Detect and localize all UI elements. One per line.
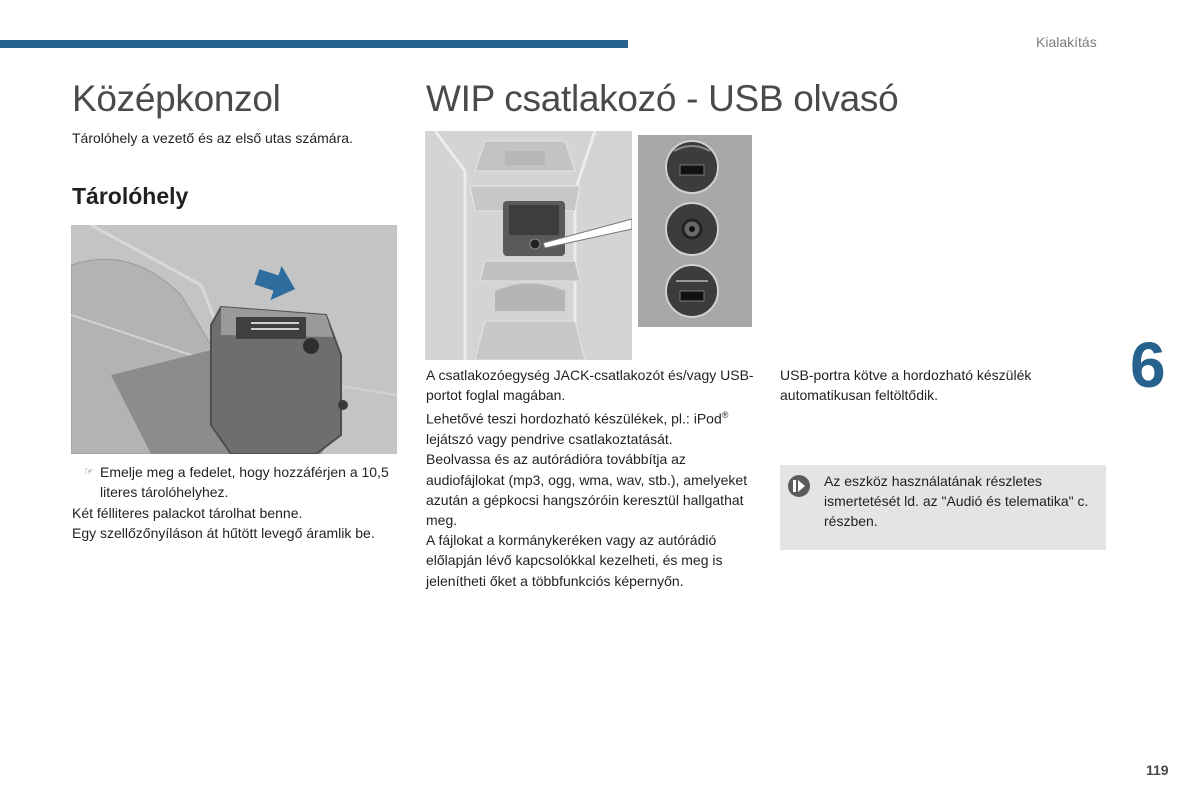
- info-arrow-icon: [788, 475, 810, 497]
- info-box: [780, 465, 1106, 550]
- paragraph-part: Lehetővé teszi hordozható készülékek, pl.: iPod: [426, 411, 722, 428]
- console-illustration: [425, 131, 632, 360]
- body-line: Két félliteres palackot tárolhat benne.: [72, 505, 303, 521]
- ports-illustration: [632, 131, 752, 360]
- storage-illustration: [71, 225, 397, 454]
- top-accent-rule: [0, 40, 628, 48]
- page-title-console: Középkonzol: [72, 78, 281, 119]
- registered-mark: ®: [721, 410, 729, 421]
- storage-body: [72, 503, 412, 543]
- subtitle-storage: Tárolóhely: [72, 183, 189, 209]
- center-console-image: [425, 131, 632, 360]
- storage-compartment-image: [71, 225, 397, 454]
- page-number: 119: [1146, 762, 1169, 778]
- chapter-number: 6: [1130, 329, 1166, 401]
- info-text: Az eszköz használatának részletes ismertetését ld. az "Audió és telematika" c. részben.: [824, 473, 1089, 530]
- paragraph: [426, 405, 756, 449]
- page-title-usb: WIP csatlakozó - USB olvasó: [426, 78, 899, 119]
- usb-charging-text: USB-portra kötve a hordozható készülék automatikusan feltöltődik.: [780, 367, 1032, 404]
- intro-text: Tárolóhely a vezető és az első utas számára.: [72, 130, 353, 146]
- usb-description: [426, 365, 756, 591]
- bullet-text: Emelje meg a fedelet, hogy hozzáférjen a 10,5 literes tárolóhelyhez.: [100, 464, 389, 501]
- paragraph: A fájlokat a kormánykeréken vagy az autórádió előlapján lévő kapcsolókkal kezelheti, és meg is jelenítheti őket a többfunkciós képernyőn.: [426, 532, 723, 589]
- pointing-hand-icon: ☞: [84, 466, 94, 478]
- body-line: Egy szellőzőnyíláson át hűtött levegő áramlik be.: [72, 525, 375, 542]
- paragraph-part: lejátszó vagy pendrive csatlakoztatását.: [426, 431, 673, 448]
- ports-closeup-image: [632, 131, 752, 360]
- paragraph: A csatlakozóegység JACK-csatlakozót és/vagy USB-portot foglal magában.: [426, 367, 754, 404]
- paragraph: Beolvassa és az autórádióra továbbítja az audiofájlokat (mp3, ogg, wma, wav, stb.), amelyeket azután a gépkocsi hangszóróin keresztül hallgathat meg.: [426, 451, 748, 529]
- section-label: Kialakítás: [1036, 34, 1097, 50]
